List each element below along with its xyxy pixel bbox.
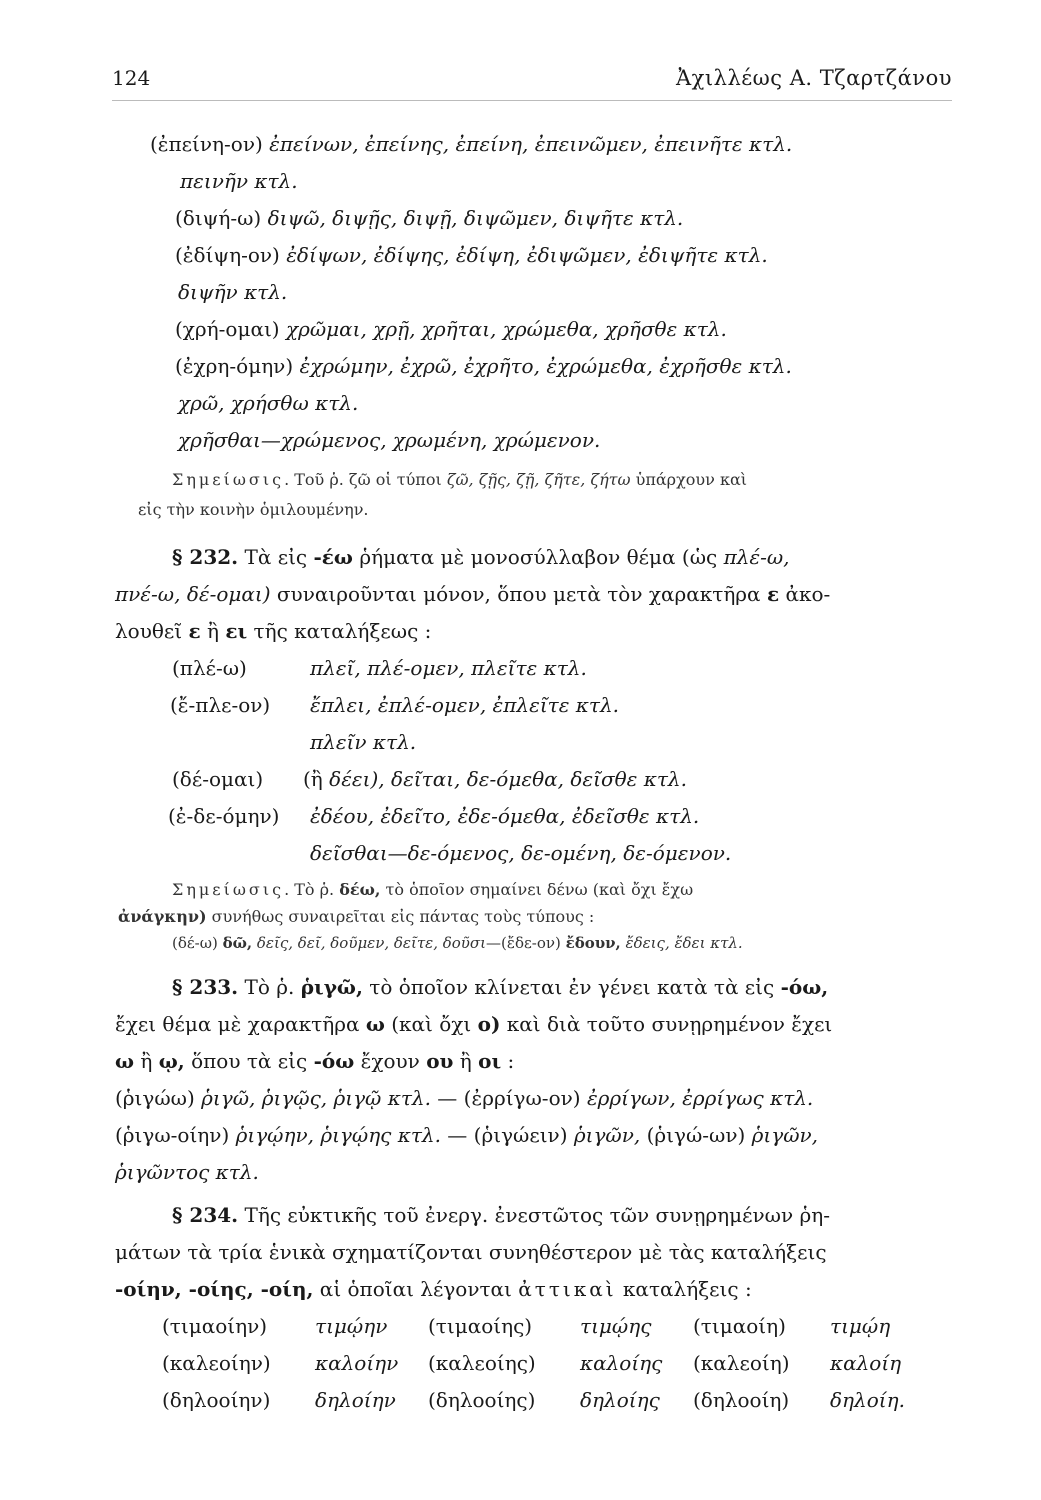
page-number: 124: [112, 66, 151, 90]
paradigm-line: (χρή-ομαι) χρῶμαι, χρῇ, χρῆται, χρώμεθα, χρῆσθε κτλ.: [175, 317, 727, 341]
page-header: [112, 66, 952, 101]
table-cell: δηλοίη.: [830, 1388, 905, 1412]
section-232-line: λουθεῖ ε ἢ ει τῆς καταλήξεως :: [115, 619, 432, 643]
paradigm-line: (ἐπείνη-ον) ἐπείνων, ἐπείνης, ἐπείνη, ἐπεινῶμεν, ἐπεινῆτε κτλ.: [150, 132, 793, 156]
table-cell: δηλοίης: [580, 1388, 660, 1412]
section-234-line: § 234. Τῆς εὐκτικῆς τοῦ ἐνεργ. ἐνεστῶτος τῶν συνῃρημένων ῥη-: [172, 1203, 831, 1227]
section-233-line: (ῥιγώω) ῥιγῶ, ῥιγῷς, ῥιγῷ κτλ. — (ἐρρίγω-ον) ἐρρίγων, ἐρρίγως κτλ.: [115, 1086, 814, 1110]
section-232-line: πνέ-ω, δέ-ομαι) συναιροῦνται μόνον, ὅπου μετὰ τὸν χαρακτῆρα ε ἀκο-: [115, 582, 831, 606]
paradigm-form: ἔπλει, ἐπλέ-ομεν, ἐπλεῖτε κτλ.: [310, 693, 620, 717]
table-cell: (τιμαοίη): [693, 1314, 786, 1338]
paradigm-form: δεῖσθαι—δε-όμενος, δε-ομένη, δε-όμενον.: [310, 841, 732, 865]
paradigm-label: (ἐ-δε-όμην): [168, 804, 280, 828]
note-line: (δέ-ω) δῶ, δεῖς, δεῖ, δοῦμεν, δεῖτε, δοῦσι—(ἔδε-ον) ἔδουν, ἔδεις, ἔδει κτλ.: [172, 934, 743, 952]
table-cell: (δηλοοίην): [162, 1388, 271, 1412]
running-title: Ἀχιλλέως Α. Τζαρτζάνου: [676, 66, 952, 90]
note-line: εἰς τὴν κοινὴν ὁμιλουμένην.: [138, 500, 369, 519]
section-233-line: § 233. Τὸ ῥ. ῥιγῶ, τὸ ὁποῖον κλίνεται ἐν γένει κατὰ τὰ εἰς -όω,: [172, 975, 829, 999]
section-232-line: § 232. Τὰ εἰς -έω ῥήματα μὲ μονοσύλλαβον θέμα (ὡς πλέ-ω,: [172, 545, 790, 569]
paradigm-form: (ἢ δέει), δεῖται, δε-όμεθα, δεῖσθε κτλ.: [303, 767, 687, 791]
note-line: Σημείωσις. Τοῦ ῥ. ζῶ οἱ τύποι ζῶ, ζῇς, ζῇ, ζῆτε, ζήτω ὑπάρχουν καὶ: [172, 470, 748, 489]
section-234-line: μάτων τὰ τρία ἑνικὰ σχηματίζονται συνηθέστερον μὲ τὰς καταλήξεις: [115, 1240, 827, 1264]
section-233-line: ω ἢ ῳ, ὅπου τὰ εἰς -όω ἔχουν ου ἢ οι :: [115, 1049, 515, 1073]
paradigm-line: πεινῆν κτλ.: [180, 169, 298, 193]
paradigm-line: διψῆν κτλ.: [178, 280, 288, 304]
section-233-line: (ῥιγω-οίην) ῥιγῴην, ῥιγῴης κτλ. — (ῥιγώειν) ῥιγῶν, (ῥιγώ-ων) ῥιγῶν,: [115, 1123, 819, 1147]
section-233-line: ἔχει θέμα μὲ χαρακτῆρα ω (καὶ ὄχι ο) καὶ διὰ τοῦτο συνῃρημένον ἔχει: [115, 1012, 833, 1036]
paradigm-line: χρῶ, χρήσθω κτλ.: [178, 391, 359, 415]
table-cell: (τιμαοίης): [428, 1314, 533, 1338]
table-cell: τιμῴη: [830, 1314, 891, 1338]
table-cell: (δηλοοίη): [693, 1388, 790, 1412]
table-cell: (καλεοίην): [162, 1351, 271, 1375]
paradigm-label: (ἔ-πλε-ον): [170, 693, 271, 717]
table-cell: (καλεοίη): [693, 1351, 790, 1375]
paradigm-label: (δέ-ομαι): [172, 767, 264, 791]
table-cell: (καλεοίης): [428, 1351, 536, 1375]
paradigm-line: χρῆσθαι—χρώμενος, χρωμένη, χρώμενον.: [178, 428, 601, 452]
table-cell: δηλοίην: [315, 1388, 396, 1412]
table-cell: καλοίην: [315, 1351, 399, 1375]
paradigm-line: (ἐχρη-όμην) ἐχρώμην, ἐχρῶ, ἐχρῆτο, ἐχρώμεθα, ἐχρῆσθε κτλ.: [175, 354, 792, 378]
note-line: Σημείωσις. Τὸ ῥ. δέω, τὸ ὁποῖον σημαίνει δένω (καὶ ὄχι ἔχω: [172, 880, 694, 899]
paradigm-label: (πλέ-ω): [172, 656, 247, 680]
table-cell: τιμῴης: [580, 1314, 652, 1338]
section-233-line: ῥιγῶντος κτλ.: [115, 1160, 259, 1184]
table-cell: καλοίη: [830, 1351, 902, 1375]
paradigm-line: (διψή-ω) διψῶ, διψῇς, διψῇ, διψῶμεν, διψῆτε κτλ.: [175, 206, 684, 230]
paradigm-form: ἐδέου, ἐδεῖτο, ἐδε-όμεθα, ἐδεῖσθε κτλ.: [310, 804, 700, 828]
table-cell: (τιμαοίην): [162, 1314, 268, 1338]
section-234-line: -οίην, -οίης, -οίη, αἱ ὁποῖαι λέγονται ἀττικαὶ καταλήξεις :: [115, 1277, 752, 1301]
table-cell: (δηλοοίης): [428, 1388, 536, 1412]
paradigm-line: (ἐδίψη-ον) ἐδίψων, ἐδίψης, ἐδίψη, ἐδιψῶμεν, ἐδιψῆτε κτλ.: [175, 243, 768, 267]
paradigm-form: πλεῖν κτλ.: [310, 730, 417, 754]
note-line: ἀνάγκην) συνήθως συναιρεῖται εἰς πάντας τοὺς τύπους :: [118, 907, 595, 926]
table-cell: καλοίης: [580, 1351, 663, 1375]
table-cell: τιμῴην: [315, 1314, 388, 1338]
paradigm-form: πλεῖ, πλέ-ομεν, πλεῖτε κτλ.: [310, 656, 587, 680]
